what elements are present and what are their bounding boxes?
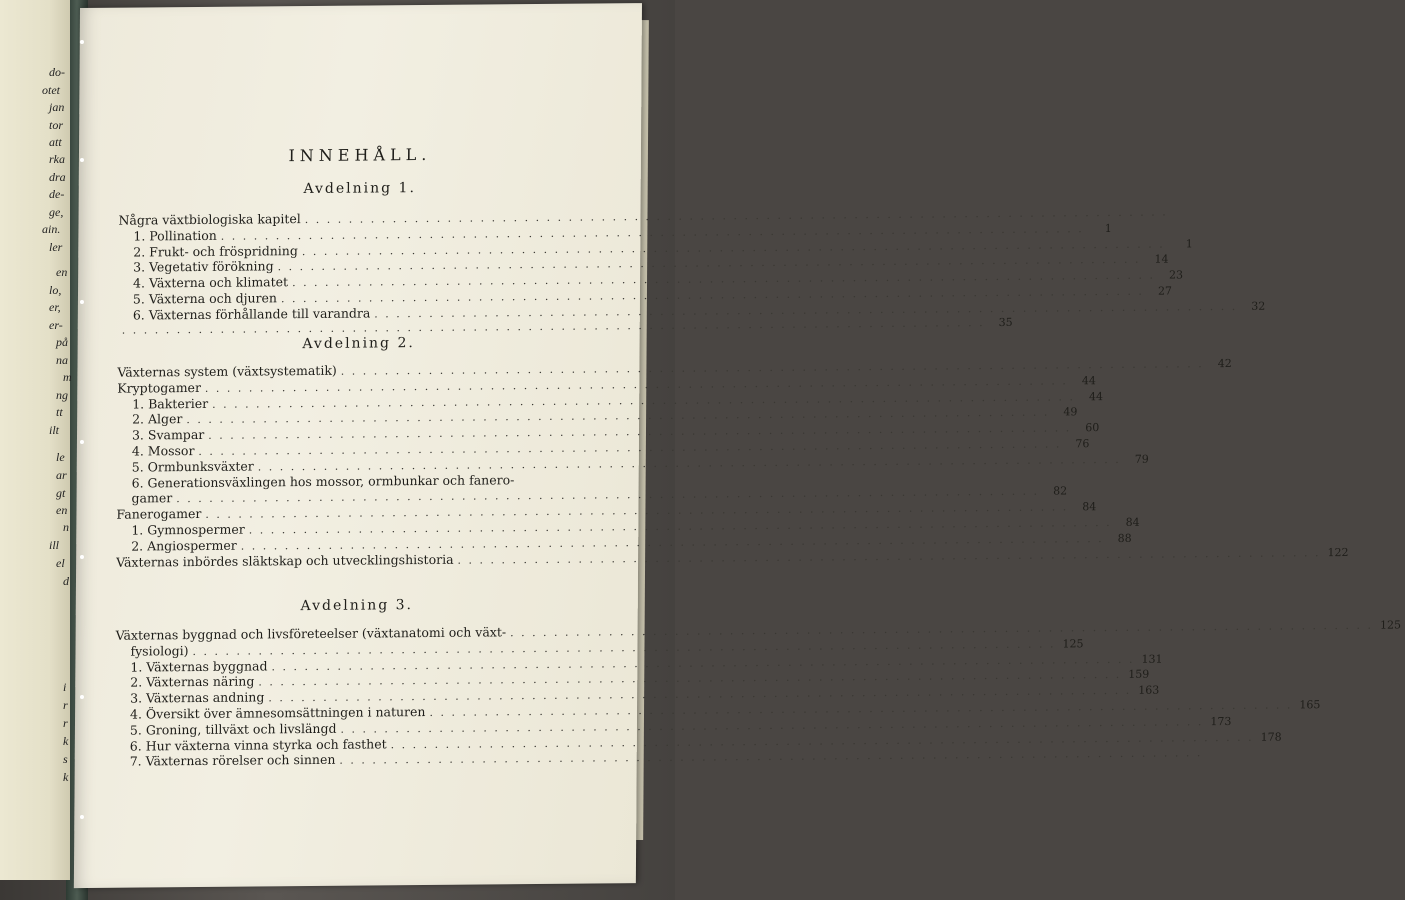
section-heading: Avdelning 1.: [303, 180, 417, 198]
section-heading: Avdelning 3.: [300, 597, 414, 615]
left-page-text-fragment: ilt: [49, 423, 60, 437]
left-page-text-fragment: ge,: [49, 205, 64, 219]
toc-entry-label: 4. Mossor: [131, 443, 195, 459]
toc-entry-label: 5. Ormbunksväxter: [131, 458, 254, 475]
toc-entry-page: 125: [1062, 637, 1084, 651]
left-page-text-fragment: rka: [49, 152, 65, 166]
left-page-text-fragment: ng: [56, 388, 68, 402]
left-page-text-fragment: el: [56, 556, 65, 570]
page-title: INNEHÅLL.: [288, 144, 432, 166]
toc-entry-label: 4. Växterna och klimatet: [133, 274, 289, 291]
binding-stitch: [80, 555, 84, 559]
toc-entry-page: 23: [1168, 268, 1184, 282]
toc-entry-label: 6. Hur växterna vinna styrka och fasthet: [129, 735, 387, 754]
toc-entry-label: 1. Bakterier: [132, 395, 209, 412]
left-page-text-fragment: er-: [49, 318, 63, 332]
toc-entry-label: 3. Vegetativ förökning: [133, 258, 274, 275]
toc-entry-label: Kryptogamer: [117, 379, 202, 396]
left-page-text-fragment: i: [63, 680, 67, 694]
toc-entry-label: 2. Frukt- och fröspridning: [133, 242, 298, 260]
toc-entry-label: 7. Växternas rörelser och sinnen: [129, 752, 336, 769]
toc-entry-page: 159: [1128, 668, 1150, 682]
toc-entry-label: 3. Växternas andning: [130, 689, 265, 706]
left-page-text-fragment: att: [49, 135, 62, 149]
toc-entry-page: 163: [1138, 683, 1160, 697]
left-page-text-fragment: ler: [49, 240, 63, 254]
toc-entry-label: 2. Växternas näring: [130, 673, 255, 690]
left-page-text-fragment: er,: [49, 300, 61, 314]
left-page-text-fragment: do-: [49, 65, 65, 79]
toc-entry: [130, 750, 580, 769]
left-page-text-fragment: ain.: [42, 222, 61, 236]
left-page-text-fragment: tor: [49, 118, 64, 132]
toc-entry-page: 1: [1104, 221, 1112, 235]
toc-entry-page: 44: [1081, 373, 1096, 388]
toc-entry-label: 1. Pollination: [133, 227, 217, 244]
toc-entry-page: 88: [1117, 531, 1132, 545]
binding-stitch: [80, 440, 84, 444]
toc-entry-page: 84: [1125, 515, 1140, 529]
toc-entry-page: 32: [1251, 299, 1266, 313]
left-page-text-fragment: jan: [49, 100, 65, 114]
toc-entry-label: Några växtbiologiska kapitel: [118, 211, 301, 228]
binding-stitch: [80, 40, 84, 44]
toc-entry-label: fysiologi): [130, 642, 189, 659]
toc-entry-page: 49: [1063, 405, 1078, 419]
left-page: [0, 0, 70, 880]
toc-entry-label: 5. Groning, tillväxt och livslängd: [129, 720, 337, 738]
left-page-text-fragment: na: [56, 353, 68, 367]
toc-entry-page: 60: [1085, 421, 1100, 435]
left-page-text-fragment: r: [63, 698, 68, 712]
left-page-text-fragment: s: [63, 752, 68, 766]
binding-stitch: [80, 695, 84, 699]
binding-stitch: [80, 300, 84, 304]
toc-entry-page: 131: [1141, 652, 1163, 666]
toc-entry-label: 2. Alger: [132, 411, 183, 427]
toc-entry-page: 35: [998, 315, 1013, 329]
toc-entry-label: Växternas system (växtsystematik): [117, 362, 337, 380]
toc-entry-label: 1. Gymnospermer: [131, 521, 245, 538]
toc-entry-page: 84: [1082, 500, 1097, 514]
toc-entry-label: Växternas byggnad och livsföreteelser (växtanatomi och växt-: [115, 624, 507, 643]
toc-entry-label: 2. Angiospermer: [131, 537, 237, 554]
toc-entry-label: 4. Översikt över ämnesomsättningen i naturen: [130, 704, 426, 722]
left-page-text-fragment: lo,: [49, 283, 62, 297]
left-page-text-fragment: dra: [49, 170, 66, 184]
left-page-text-fragment: k: [63, 734, 69, 748]
left-page-text-fragment: en: [56, 265, 68, 279]
left-page-text-fragment: tt: [56, 405, 63, 419]
left-page-text-fragment: otet: [42, 83, 60, 97]
toc-entry-page: 76: [1075, 437, 1090, 451]
left-page-text-fragment: m: [63, 370, 72, 384]
left-page-text-fragment: ill: [49, 538, 60, 552]
binding-stitch: [80, 815, 84, 819]
toc-entry-page: 79: [1134, 452, 1149, 466]
toc-entry-page: 14: [1154, 252, 1169, 267]
toc-entry-page: 125: [1380, 618, 1402, 632]
toc-entry-label: 6. Generationsväxlingen hos mossor, ormbunkar och fanero-: [131, 471, 515, 491]
binding-stitch: [80, 158, 84, 162]
left-page-text-fragment: de-: [49, 187, 65, 201]
toc-entry-page: 82: [1053, 484, 1068, 498]
toc-entry-label: 1. Växternas byggnad: [130, 657, 268, 675]
left-page-text-fragment: r: [63, 716, 68, 730]
left-page-text-fragment: d: [63, 574, 69, 588]
right-page: [74, 3, 1402, 888]
left-page-text-fragment: på: [56, 335, 68, 349]
toc-entry-label: 3. Svampar: [131, 427, 205, 443]
section-heading: Avdelning 2.: [302, 335, 415, 353]
toc-entry-page: 178: [1260, 730, 1282, 744]
toc-entry-page: 1: [1185, 236, 1193, 250]
toc-entry-label: Växternas inbördes släktskap och utvecklingshistoria: [116, 551, 454, 570]
left-page-text-fragment: gt: [56, 486, 66, 500]
toc-entry-page: 173: [1210, 714, 1232, 728]
toc-entry-page: 165: [1299, 698, 1321, 712]
table-of-contents: [74, 3, 1402, 888]
left-page-text-fragment: ar: [56, 468, 67, 482]
toc-entry-label: gamer: [131, 490, 173, 506]
left-page-text-fragment: k: [63, 770, 69, 784]
toc-entry-label: Fanerogamer: [116, 506, 202, 522]
toc-entry-label: 6. Växternas förhållande till varandra: [132, 305, 371, 323]
toc-entry-page: 122: [1327, 545, 1349, 559]
toc-entry-label: 5. Växterna och djuren: [132, 290, 278, 307]
toc-entry-page: 44: [1089, 389, 1104, 403]
toc-entry-page: 42: [1217, 356, 1232, 371]
toc-entry-page: 27: [1157, 284, 1173, 298]
left-page-text-fragment: le: [56, 450, 65, 464]
left-page-text-fragment: n: [63, 520, 69, 534]
left-page-text-fragment: en: [56, 503, 68, 517]
